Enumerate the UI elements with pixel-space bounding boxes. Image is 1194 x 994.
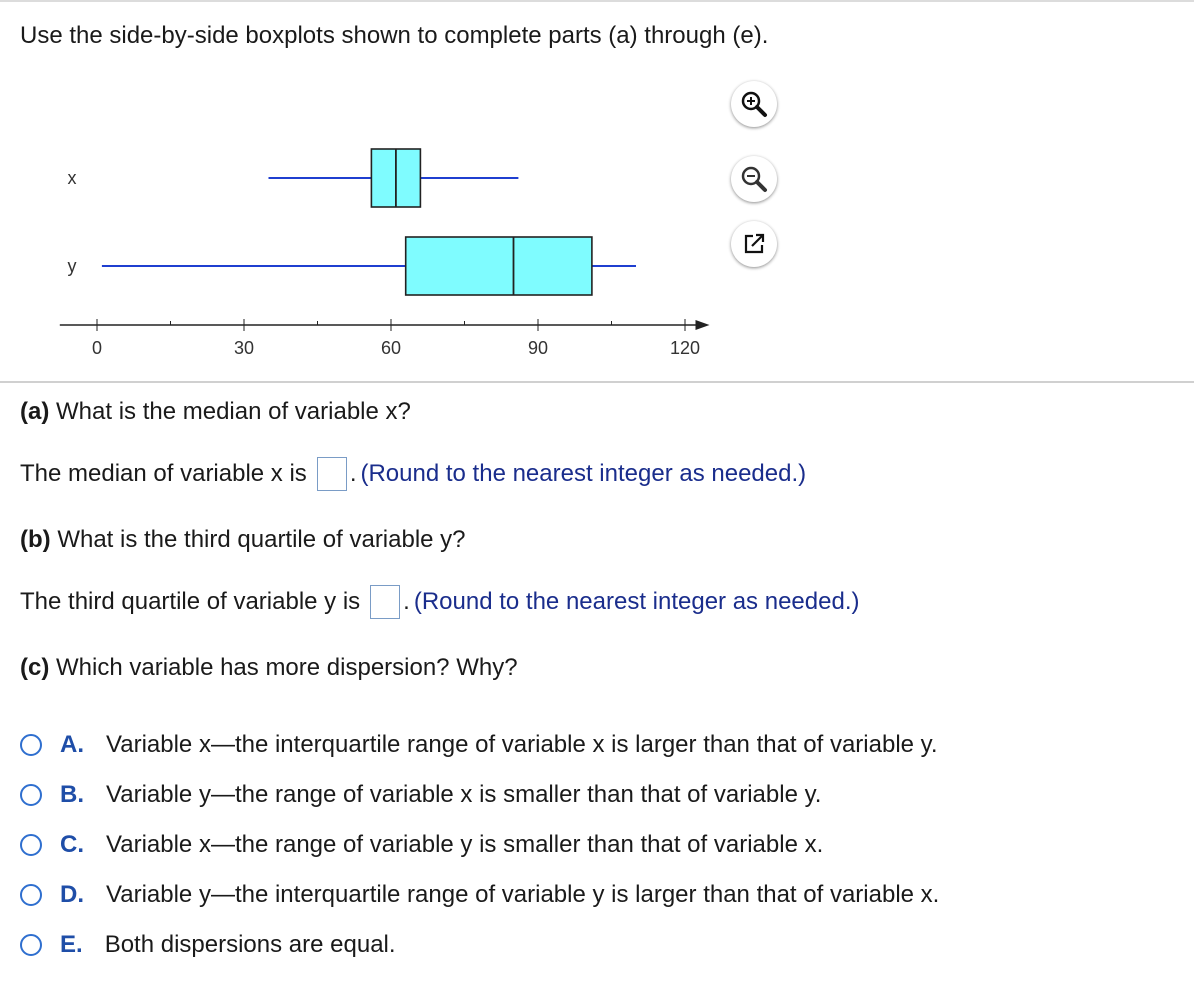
option-c-letter: C. — [60, 831, 84, 858]
popout-icon — [740, 230, 768, 258]
part-a-answer-row — [20, 457, 806, 491]
option-e-text: Both dispersions are equal. — [104, 931, 396, 958]
x-tick-label: 90 — [527, 338, 549, 358]
part-b-label: (b) — [20, 526, 51, 553]
zoom-in-button[interactable] — [731, 81, 777, 127]
series-label-y: y — [67, 256, 77, 276]
part-c-question-text: Which variable has more dispersion? Why? — [56, 654, 518, 681]
option-e[interactable] — [20, 931, 396, 959]
option-c[interactable] — [20, 831, 823, 859]
part-b-answer-prefix: The third quartile of variable y is — [20, 588, 361, 615]
box-y — [406, 237, 592, 295]
part-b-question — [20, 526, 466, 554]
part-a-hint: (Round to the nearest integer as needed.) — [360, 460, 807, 487]
part-b-answer-input[interactable] — [370, 585, 400, 619]
option-d-text: Variable y—the interquartile range of variable y is larger than that of variable x. — [106, 881, 940, 908]
boxplot-chart — [0, 80, 1194, 380]
popout-button[interactable] — [731, 221, 777, 267]
zoom-in-icon — [739, 89, 769, 119]
section-divider — [0, 381, 1194, 383]
option-a[interactable] — [20, 731, 938, 759]
part-b-answer-row — [20, 585, 859, 619]
option-b-text: Variable y—the range of variable x is smaller than that of variable y. — [106, 781, 822, 808]
part-b-answer-suffix: . — [403, 588, 410, 615]
part-a-label: (a) — [20, 398, 50, 425]
zoom-out-button[interactable] — [731, 156, 777, 202]
part-a-answer-input[interactable] — [317, 457, 347, 491]
part-a-answer-suffix: . — [349, 460, 357, 487]
option-a-radio[interactable] — [20, 734, 42, 756]
option-d-letter: D. — [60, 881, 84, 908]
top-rule — [0, 0, 1194, 2]
option-c-text: Variable x—the range of variable y is smaller than that of variable x. — [106, 831, 824, 858]
part-c-question — [20, 654, 518, 682]
option-a-letter: A. — [60, 731, 84, 758]
zoom-out-icon — [739, 164, 769, 194]
plot-layer — [60, 149, 710, 358]
x-tick-label: 0 — [91, 338, 103, 358]
part-a-answer-prefix: The median of variable x is — [20, 460, 307, 487]
option-b-letter: B. — [60, 781, 84, 808]
series-label-x: x — [67, 168, 77, 188]
x-tick-label: 30 — [233, 338, 255, 358]
part-a-question-text: What is the median of variable x? — [56, 398, 411, 425]
part-c-label: (c) — [20, 654, 50, 681]
option-a-text: Variable x—the interquartile range of variable x is larger than that of variable y. — [106, 731, 938, 758]
option-e-letter: E. — [60, 931, 83, 958]
x-tick-label: 60 — [380, 338, 402, 358]
part-a-question — [20, 398, 411, 426]
option-d[interactable] — [20, 881, 939, 909]
x-axis-arrow — [696, 320, 710, 330]
part-b-question-text: What is the third quartile of variable y? — [57, 526, 466, 553]
instructions-text: Use the side-by-side boxplots shown to complete parts (a) through (e). — [20, 22, 769, 49]
option-e-radio[interactable] — [20, 934, 42, 956]
x-tick-label: 120 — [669, 338, 701, 358]
option-c-radio[interactable] — [20, 834, 42, 856]
option-b[interactable] — [20, 781, 821, 809]
part-b-hint: (Round to the nearest integer as needed.) — [413, 588, 860, 615]
option-d-radio[interactable] — [20, 884, 42, 906]
option-b-radio[interactable] — [20, 784, 42, 806]
